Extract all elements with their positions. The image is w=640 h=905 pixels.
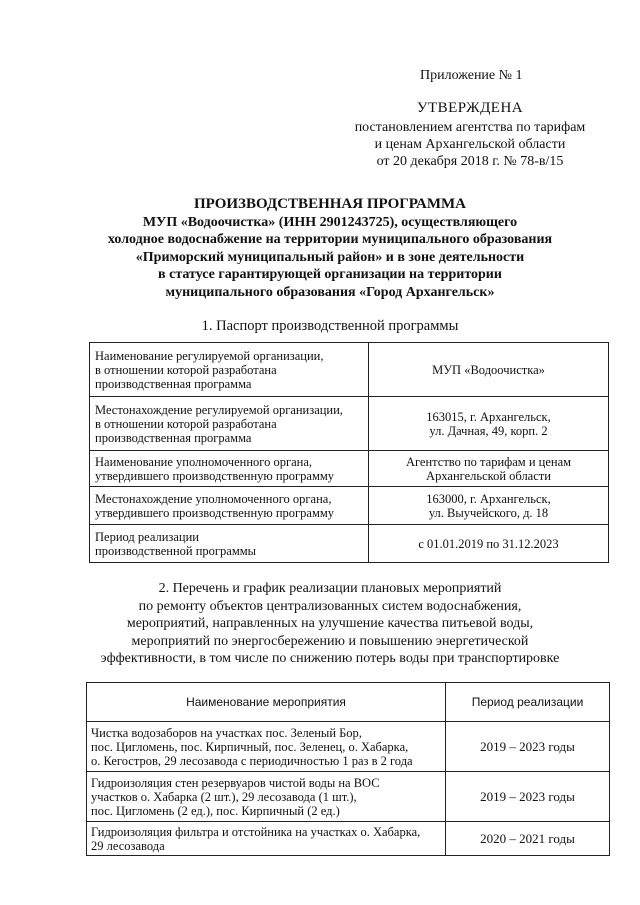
table-row [90, 343, 609, 397]
cell-line: Архангельской области [426, 468, 551, 483]
measure-name-cell [87, 722, 446, 772]
table-row [90, 525, 609, 563]
approval-block [330, 100, 610, 170]
column-header-name: Наименование мероприятия [87, 683, 446, 722]
cell-line: пос. Цигломень, пос. Кирпичный, пос. Зеленец, о. Хабарка, [91, 739, 409, 754]
cell-line: 163000, г. Архангельск, [426, 491, 551, 506]
heading-line: 2. Перечень и график реализации плановых мероприятий [158, 581, 502, 596]
column-header-period: Период реализации [446, 683, 610, 722]
cell-line: в отношении которой разработана [95, 416, 277, 431]
cell-line: Местонахождение регулируемой организации, [95, 402, 343, 417]
appendix-label: Приложение № 1 [420, 68, 523, 83]
heading-line: по ремонту объектов централизованных систем водоснабжения, [138, 598, 522, 614]
passport-value-cell [369, 525, 609, 563]
cell-line: утвердившего производственную программу [95, 505, 335, 520]
cell-line: ул. Дачная, 49, корп. 2 [429, 423, 548, 438]
measures-table [86, 682, 610, 856]
cell-line: с 01.01.2019 по 31.12.2023 [418, 536, 559, 551]
cell-line: Агентство по тарифам и ценам [405, 454, 572, 469]
cell-line: участков о. Хабарка (2 шт.), 29 лесозавода (1 шт.), [91, 789, 357, 804]
title-line: МУП «Водоочистка» (ИНН 2901243725), осуществляющего [142, 214, 518, 230]
measure-name-cell [87, 772, 446, 822]
title-line: ПРОИЗВОДСТВЕННАЯ ПРОГРАММА [193, 196, 466, 212]
cell-line: Чистка водозаборов на участках пос. Зеленый Бор, [91, 725, 362, 740]
passport-value-cell [369, 397, 609, 451]
measure-period-cell: 2019 – 2023 годы [446, 772, 610, 822]
passport-label-cell [90, 397, 369, 451]
passport-value-cell [369, 487, 609, 525]
heading-line: мероприятий по энергосбережению и повышению энергетической [131, 633, 529, 649]
cell-line: в отношении которой разработана [95, 362, 277, 377]
section1-heading: 1. Паспорт производственной программы [201, 318, 459, 334]
table-row [87, 722, 610, 772]
cell-line: ул. Выучейского, д. 18 [428, 505, 549, 520]
approval-stamp-word: УТВЕРЖДЕНА [416, 100, 524, 116]
measure-period-cell: 2019 – 2023 годы [446, 722, 610, 772]
cell-line: Гидроизоляция стен резервуаров чистой воды на ВОС [91, 775, 380, 790]
cell-line: производственная программа [95, 430, 252, 445]
title-line: муниципального образования «Город Архангельск» [165, 284, 495, 300]
cell-line: производственной программы [95, 543, 257, 558]
program-title [40, 196, 620, 301]
title-line: «Приморский муниципальный район» и в зоне деятельности [135, 249, 525, 265]
measure-period-cell: 2020 – 2021 годы [446, 822, 610, 856]
passport-value-cell [369, 343, 609, 397]
table-row [90, 487, 609, 525]
passport-label-cell [90, 525, 369, 563]
approval-line: от 20 декабря 2018 г. № 78-в/15 [376, 154, 564, 169]
cell-line: Местонахождение уполномоченного органа, [95, 491, 332, 506]
cell-line: МУП «Водоочистка» [432, 362, 545, 377]
heading-line: эффективности, в том числе по снижению потерь воды при транспортировке [100, 651, 560, 666]
passport-label-cell [90, 451, 369, 487]
table-header-row [87, 683, 610, 722]
approval-line: постановлением агентства по тарифам [354, 120, 586, 135]
cell-line: 163015, г. Архангельск, [426, 409, 551, 424]
section2-heading [40, 580, 620, 668]
table-row [90, 397, 609, 451]
table-row [87, 822, 610, 856]
passport-label-cell [90, 487, 369, 525]
cell-line: утвердившего производственную программу [95, 468, 335, 483]
passport-value-cell [369, 451, 609, 487]
table-row [87, 772, 610, 822]
title-line: в статусе гарантирующей организации на территории [158, 267, 502, 282]
cell-line: Наименование уполномоченного органа, [95, 454, 312, 469]
cell-line: о. Кегостров, 29 лесозавода с периодичностью 1 раз в 2 года [91, 753, 413, 768]
cell-line: производственная программа [95, 376, 252, 391]
passport-label-cell [90, 343, 369, 397]
title-line: холодное водоснабжение на территории муниципального образования [107, 232, 553, 247]
cell-line: Гидроизоляция фильтра и отстойника на участках о. Хабарка, [91, 824, 421, 839]
cell-line: пос. Цигломень (2 ед.), пос. Кирпичный (2 ед.) [91, 803, 340, 818]
measure-name-cell [87, 822, 446, 856]
approval-line: и ценам Архангельской области [374, 137, 566, 152]
cell-line: 29 лесозавода [91, 838, 165, 853]
passport-table [89, 342, 609, 563]
table-row [90, 451, 609, 487]
heading-line: мероприятий, направленных на улучшение качества питьевой воды, [126, 616, 534, 631]
cell-line: Наименование регулируемой организации, [95, 348, 324, 363]
cell-line: Период реализации [95, 529, 199, 544]
